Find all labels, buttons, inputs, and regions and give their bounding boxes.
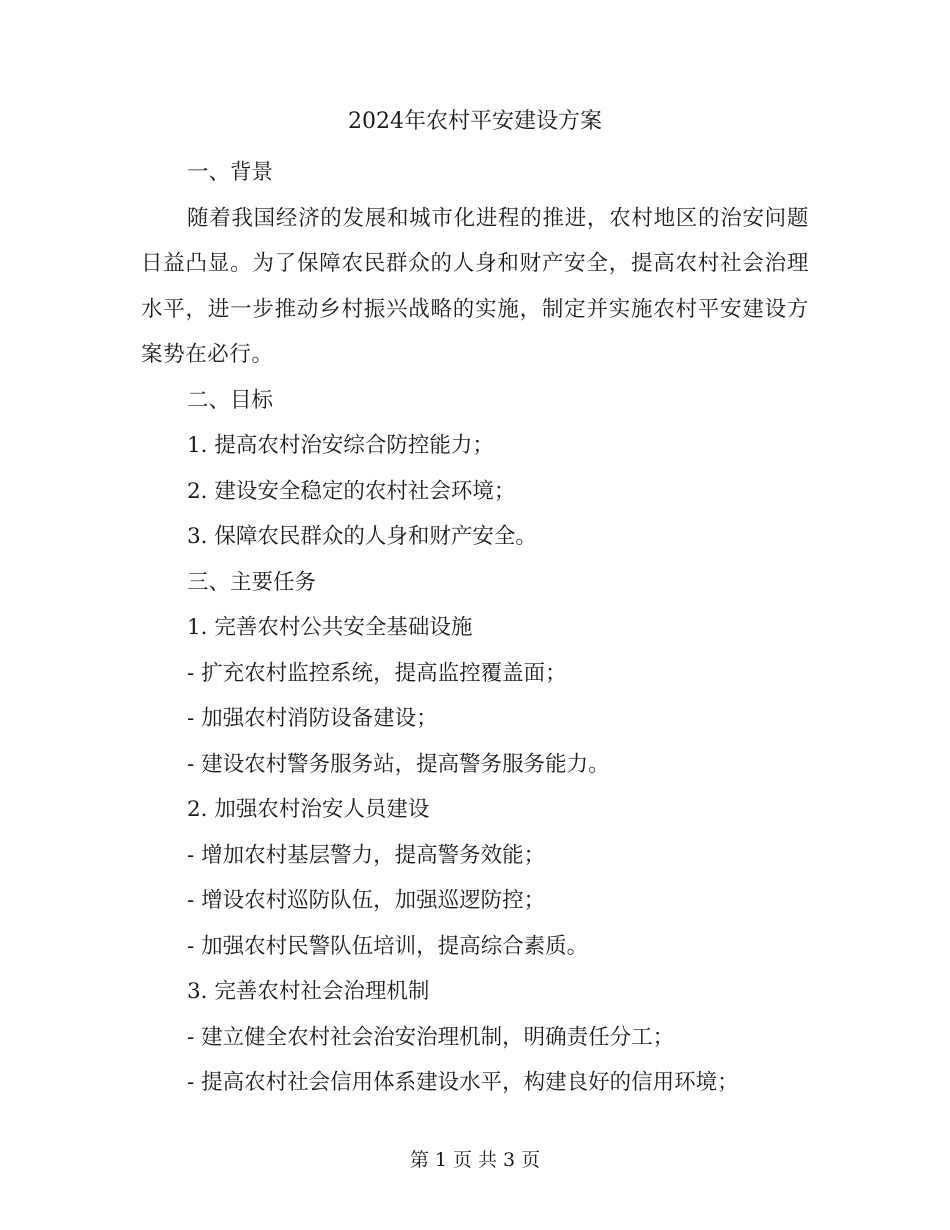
section-heading-background: 一、背景 [187, 160, 274, 185]
task-item: - 建设农村警务服务站，提高警务服务能力。 [187, 751, 610, 777]
section-heading-goals: 二、目标 [187, 387, 274, 413]
document-body [141, 150, 809, 1106]
task-item: - 建立健全农村社会治安治理机制，明确责任分工； [187, 1024, 675, 1050]
section-heading-tasks: 三、主要任务 [187, 569, 317, 595]
task-item: - 扩充农村监控系统，提高监控覆盖面； [187, 660, 567, 686]
page-footer: 第 1 页 共 3 页 [409, 1149, 541, 1171]
task-heading: 3. 完善农村社会治理机制 [187, 979, 430, 1004]
document-title: 2024年农村平安建设方案 [348, 109, 602, 134]
goal-item: 3. 保障农民群众的人身和财产安全。 [187, 524, 537, 549]
task-item: - 提高农村社会信用体系建设水平，构建良好的信用环境； [187, 1070, 739, 1095]
goal-item: 2. 建设安全稳定的农村社会环境； [187, 478, 516, 504]
task-heading: 2. 加强农村治安人员建设 [187, 797, 430, 822]
task-item: - 加强农村民警队伍培训，提高综合素质。 [187, 933, 589, 959]
task-item: - 增设农村巡防队伍，加强巡逻防控； [187, 888, 546, 913]
task-heading: 1. 完善农村公共安全基础设施 [187, 615, 473, 640]
task-item: - 加强农村消防设备建设； [187, 706, 438, 731]
background-paragraph: 随着我国经济的发展和城市化进程的推进，农村地区的治安问题日益凸显。为了保障农民群众的人身和财产安全，提高农村社会治理水平，进一步推动乡村振兴战略的实施，制定并实施农村平安建设方案势在必行。 [141, 205, 809, 367]
goal-item: 1. 提高农村治安综合防控能力； [187, 433, 494, 458]
task-item: - 增加农村基层警力，提高警务效能； [187, 842, 546, 868]
